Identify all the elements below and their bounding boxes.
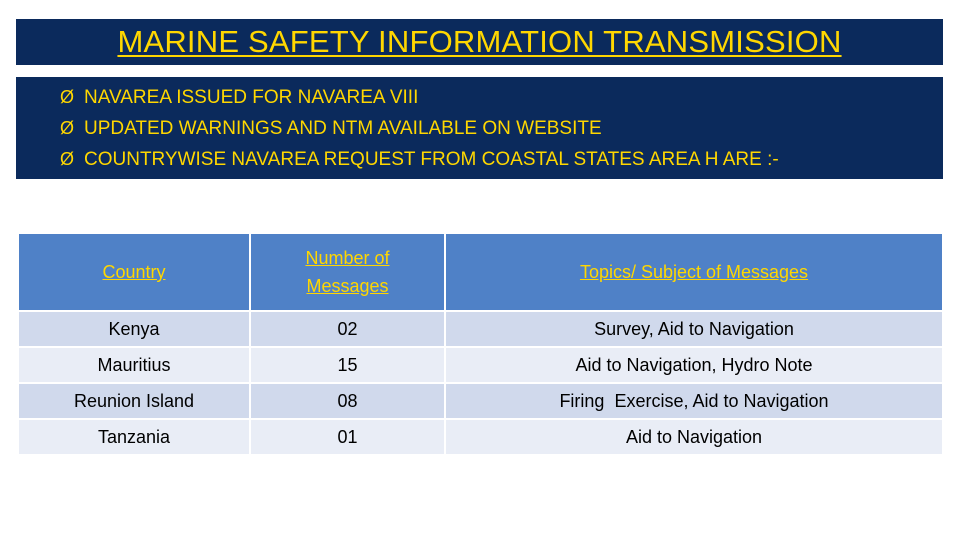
table-row [18,419,943,455]
bullet-item [60,82,943,113]
cell-topics: Aid to Navigation [445,419,943,455]
header-number-of-messages: Number of Messages [250,233,445,311]
cell-count: 02 [250,311,445,347]
bullet-item [60,113,943,144]
cell-count: 01 [250,419,445,455]
bullet-text: NAVAREA ISSUED FOR NAVAREA VIII [84,86,419,108]
table-row [18,311,943,347]
cell-topics: Survey, Aid to Navigation [445,311,943,347]
arrow-bullet-icon: Ø [60,87,75,107]
table-header-row [18,233,943,311]
cell-country: Kenya [18,311,250,347]
arrow-bullet-icon: Ø [60,149,75,169]
cell-country: Mauritius [18,347,250,383]
messages-table [17,232,944,456]
table-row [18,383,943,419]
page-title: MARINE SAFETY INFORMATION TRANSMISSION [117,24,842,59]
bullet-text: COUNTRYWISE NAVAREA REQUEST FROM COASTAL STATES AREA H ARE :- [84,148,779,170]
bullet-list [16,77,943,179]
arrow-bullet-icon: Ø [60,118,75,138]
bullet-item [60,144,943,175]
cell-topics: Firing Exercise, Aid to Navigation [445,383,943,419]
cell-country: Tanzania [18,419,250,455]
bullet-text: UPDATED WARNINGS AND NTM AVAILABLE ON WEBSITE [84,117,602,139]
cell-country: Reunion Island [18,383,250,419]
cell-count: 15 [250,347,445,383]
header-country: Country [18,233,250,311]
table-row [18,347,943,383]
header-topics: Topics/ Subject of Messages [445,233,943,311]
cell-topics: Aid to Navigation, Hydro Note [445,347,943,383]
cell-count: 08 [250,383,445,419]
title-banner [16,19,943,65]
messages-table-container [17,232,942,456]
